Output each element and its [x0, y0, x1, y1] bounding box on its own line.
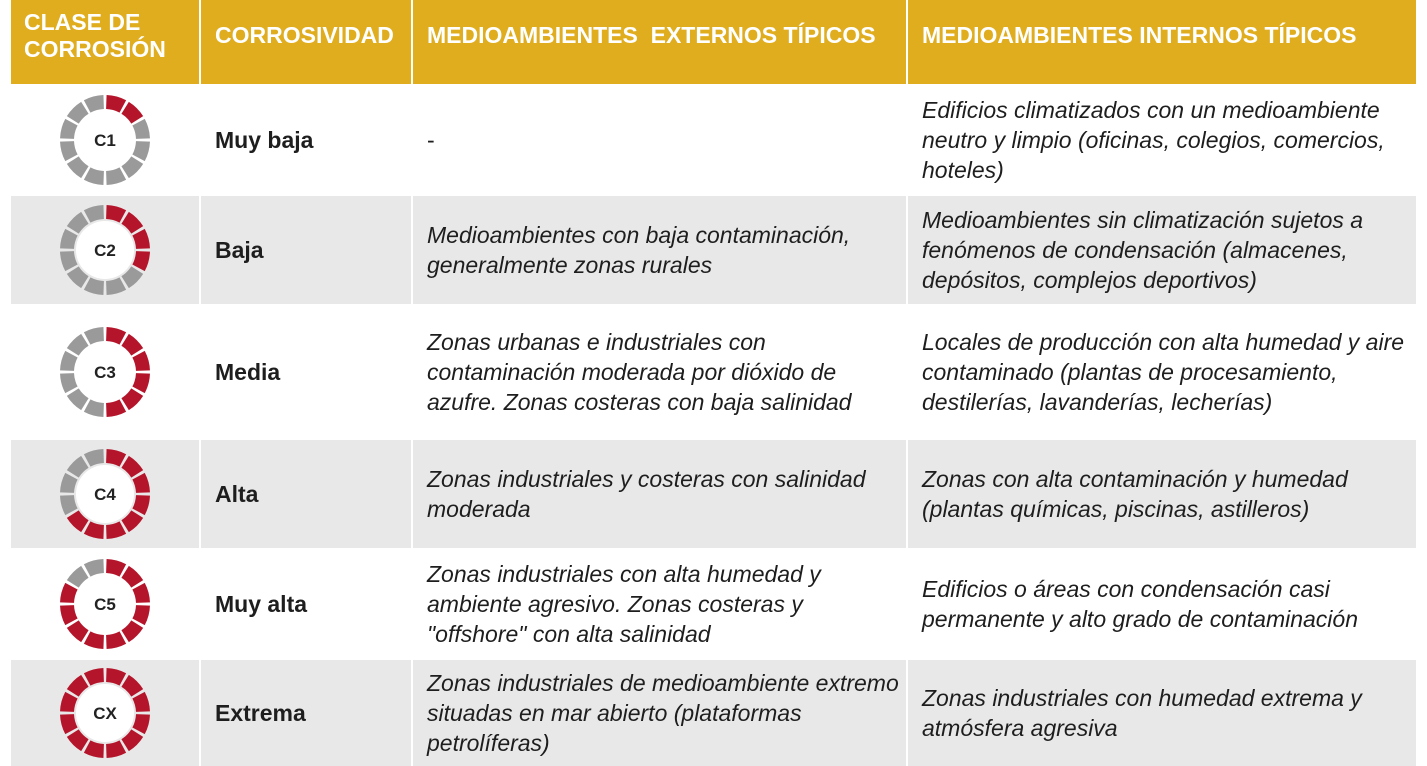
dial-segment: [132, 351, 150, 371]
corrosion-dial-icon: [57, 92, 153, 188]
dial-segment: [132, 229, 150, 249]
dial-segment: [132, 119, 150, 139]
dial-segment: [84, 740, 104, 758]
internal-environment: Locales de producción con alta humedad y aire contaminado (plantas de procesamiento, destilerías, lavanderías, lecherías): [922, 329, 1405, 415]
dial-segment: [132, 583, 150, 603]
internal-environment: Zonas con alta contaminación y humedad (plantas químicas, piscinas, astilleros): [908, 440, 1416, 548]
corrosivity-label: Extrema: [201, 660, 411, 766]
dial-segment: [84, 521, 104, 539]
dial-segment: [84, 277, 104, 295]
dial-segment: [60, 141, 78, 161]
external-environment: Zonas industriales de medioambiente extremo situadas en mar abierto (plataformas petrolíferas): [413, 660, 906, 766]
external-environment: Zonas industriales con alta humedad y ambiente agresivo. Zonas costeras y "offshore" con alta salinidad: [427, 561, 821, 647]
internal-environment: Edificios climatizados con un medioambiente neutro y limpio (oficinas, colegios, comercios, hoteles): [922, 97, 1385, 183]
class-code-label: CX: [93, 704, 117, 723]
table-row: [0, 196, 1427, 304]
class-dial: [11, 440, 199, 548]
dial-segment: [84, 668, 104, 686]
dial-segment: [106, 449, 126, 467]
dial-segment: [60, 714, 78, 734]
class-dial: [11, 196, 199, 304]
dial-segment: [132, 605, 150, 625]
dial-segment: [106, 631, 126, 649]
dial-segment: [106, 167, 126, 185]
dial-segment: [106, 399, 126, 417]
internal-environment: Zonas industriales con humedad extrema y atmósfera agresiva: [908, 660, 1416, 766]
class-dial: [11, 550, 199, 658]
dial-segment: [106, 668, 126, 686]
external-environment: Medioambientes con baja contaminación, generalmente zonas rurales: [413, 196, 906, 304]
class-dial: [11, 306, 199, 438]
header-external: MEDIOAMBIENTES EXTERNOS TÍPICOS: [413, 0, 906, 84]
corrosivity-label: Baja: [201, 196, 411, 304]
corrosion-dial-icon: [57, 202, 153, 298]
dial-segment: [132, 141, 150, 161]
dial-segment: [84, 167, 104, 185]
class-code-label: C5: [94, 595, 116, 614]
dial-segment: [106, 277, 126, 295]
dial-segment: [60, 605, 78, 625]
table-row: [0, 440, 1427, 548]
dial-segment: [60, 473, 78, 493]
dial-segment: [60, 229, 78, 249]
dial-segment: [84, 631, 104, 649]
dial-segment: [60, 251, 78, 271]
table-row: [0, 550, 1427, 658]
table-header: [0, 0, 1427, 84]
dial-segment: [84, 559, 104, 577]
dial-segment: [106, 95, 126, 113]
corrosivity-label: Alta: [201, 440, 411, 548]
class-code-label: C1: [94, 131, 116, 150]
dial-segment: [106, 740, 126, 758]
dial-segment: [60, 495, 78, 515]
table-row: [0, 86, 1427, 194]
header-corrosivity: CORROSIVIDAD: [201, 0, 411, 84]
internal-environment: Medioambientes sin climatización sujetos a fenómenos de condensación (almacenes, depósitos, complejos deportivos): [908, 196, 1416, 304]
internal-environment: Edificios o áreas con condensación casi permanente y alto grado de contaminación: [922, 576, 1359, 632]
corrosion-dial-icon: [57, 665, 153, 761]
dial-segment: [132, 692, 150, 712]
dial-segment: [106, 327, 126, 345]
corrosivity-label: Media: [215, 359, 281, 385]
external-environment: Zonas urbanas e industriales con contaminación moderada por dióxido de azufre. Zonas costeras con baja salinidad: [427, 329, 852, 415]
dial-segment: [106, 521, 126, 539]
header-class: CLASE DE CORROSIÓN: [11, 0, 199, 84]
corrosion-dial-icon: [57, 324, 153, 420]
corrosivity-label: Muy baja: [215, 127, 314, 153]
dial-segment: [132, 373, 150, 393]
dial-segment: [84, 449, 104, 467]
dial-segment: [132, 251, 150, 271]
table-row: [0, 660, 1427, 766]
class-code-label: C3: [94, 363, 116, 382]
class-dial: [11, 86, 199, 194]
dial-segment: [84, 95, 104, 113]
dial-segment: [132, 714, 150, 734]
dial-segment: [106, 205, 126, 223]
class-dial: [11, 660, 199, 766]
dial-segment: [60, 583, 78, 603]
corrosivity-label: Muy alta: [215, 591, 308, 617]
external-environment: Zonas industriales y costeras con salinidad moderada: [413, 440, 906, 548]
dial-segment: [84, 399, 104, 417]
class-code-label: C4: [94, 485, 116, 504]
dial-segment: [60, 373, 78, 393]
dial-segment: [60, 692, 78, 712]
corrosion-dial-icon: [57, 446, 153, 542]
dial-segment: [132, 473, 150, 493]
external-environment: -: [427, 127, 435, 153]
dial-segment: [60, 119, 78, 139]
table-row: [0, 306, 1427, 438]
dial-segment: [84, 327, 104, 345]
dial-segment: [60, 351, 78, 371]
dial-segment: [132, 495, 150, 515]
class-code-label: C2: [94, 241, 116, 260]
corrosion-dial-icon: [57, 556, 153, 652]
dial-segment: [84, 205, 104, 223]
dial-segment: [106, 559, 126, 577]
header-internal: MEDIOAMBIENTES INTERNOS TÍPICOS: [908, 0, 1416, 84]
